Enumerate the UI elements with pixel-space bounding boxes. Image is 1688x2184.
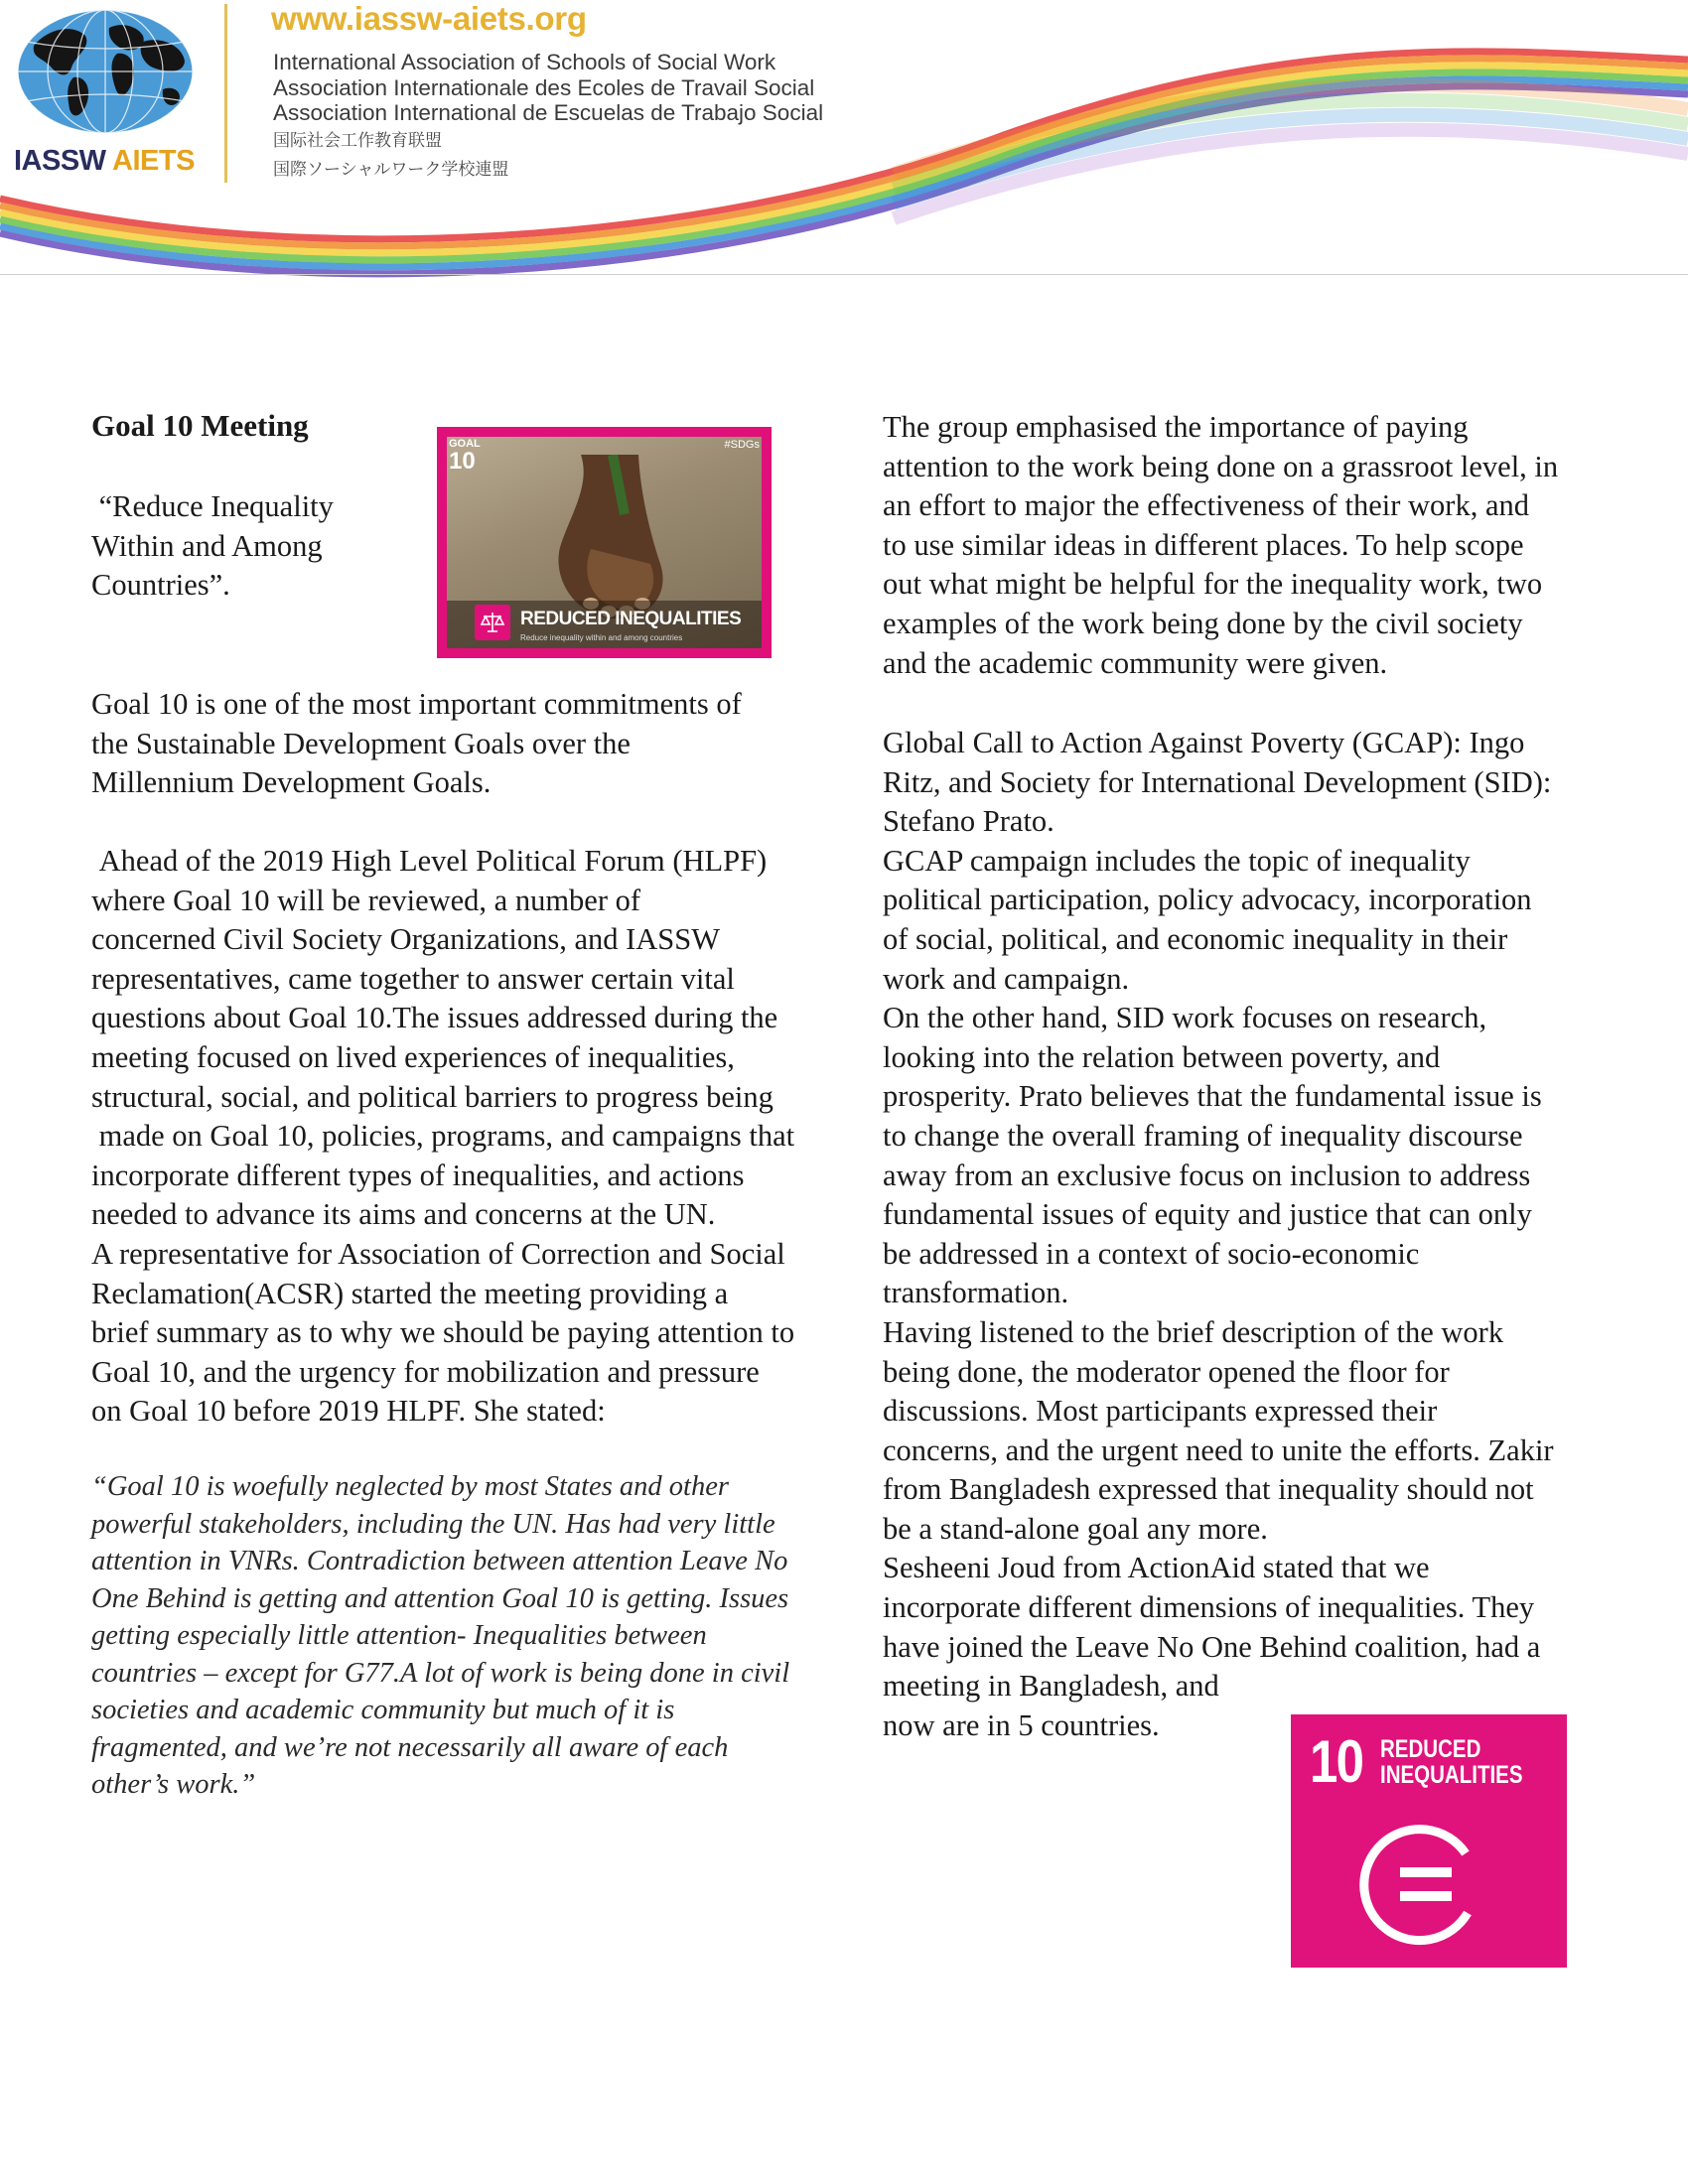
org-name-es: Association International de Escuelas de Trabajo Social bbox=[273, 100, 824, 125]
sdg10-tile bbox=[1291, 1714, 1567, 1968]
paragraph-line: needed to advance its aims and concerns at the UN. bbox=[91, 1197, 716, 1232]
paragraph-line: questions about Goal 10.The issues addressed during the bbox=[91, 1001, 778, 1035]
photo-title: REDUCED INEQUALITIES bbox=[520, 609, 742, 629]
paragraph-line: Goal 10, and the urgency for mobilization and pressure bbox=[91, 1354, 760, 1389]
quote-line: attention in VNRs. Contradiction between attention Leave No bbox=[91, 1546, 788, 1576]
brand-wordmark bbox=[14, 145, 195, 178]
paragraph-line: now are in 5 countries. bbox=[883, 1707, 1160, 1742]
subtitle-line: “Reduce Inequality bbox=[91, 489, 334, 523]
paragraph-line: Reclamation(ACSR) started the meeting providing a bbox=[91, 1276, 729, 1310]
paragraph-line: attention to the work being done on a grassroot level, in bbox=[883, 449, 1559, 483]
hands-image-icon bbox=[521, 455, 710, 623]
quote-line: “Goal 10 is woefully neglected by most States and other bbox=[91, 1471, 729, 1502]
paragraph-line: work and campaign. bbox=[883, 961, 1130, 996]
paragraph-line: concerned Civil Society Organizations, and IASSW bbox=[91, 922, 721, 957]
paragraph-line: The group emphasised the importance of paying bbox=[883, 410, 1469, 444]
quote-line: powerful stakeholders, including the UN. Has had very little bbox=[91, 1508, 775, 1540]
rainbow-swoosh-graphic bbox=[0, 0, 1688, 278]
paragraph-line: out what might be helpful for the inequality work, two bbox=[883, 567, 1543, 602]
org-name-en: International Association of Schools of Social Work bbox=[273, 50, 776, 74]
gcap-sid-paragraph bbox=[883, 724, 1554, 1745]
paragraph-line: representatives, came together to answer certain vital bbox=[91, 961, 735, 996]
grassroot-paragraph bbox=[883, 408, 1558, 683]
paragraph-line: concerns, and the urgent need to unite the efforts. Zakir bbox=[883, 1433, 1554, 1467]
paragraph-line: incorporate different types of inequalities, and actions bbox=[91, 1158, 745, 1192]
meeting-paragraph bbox=[91, 842, 794, 1432]
reduced-inequalities-photo bbox=[437, 427, 772, 658]
paragraph-line: political participation, policy advocacy, incorporation bbox=[883, 883, 1532, 917]
paragraph-line: Millennium Development Goals. bbox=[91, 765, 492, 800]
paragraph-line: made on Goal 10, policies, programs, and campaigns that bbox=[91, 1119, 795, 1154]
website-link[interactable]: www.iassw-aiets.org bbox=[271, 0, 587, 37]
subtitle-line: Within and Among bbox=[91, 528, 323, 563]
photo-goal-word: GOAL bbox=[449, 438, 481, 450]
paragraph-line: prosperity. Prato believes that the fundamental issue is bbox=[883, 1079, 1542, 1114]
paragraph-line: Goal 10 is one of the most important commitments of bbox=[91, 687, 742, 721]
block-quote bbox=[91, 1468, 789, 1804]
quote-line: getting especially little attention- Inequalities between bbox=[91, 1620, 707, 1651]
org-name-zh: 国际社会工作教育联盟 bbox=[273, 130, 442, 150]
quote-line: countries – except for G77.A lot of work is being done in civil bbox=[91, 1657, 790, 1689]
header-rule bbox=[0, 274, 1688, 275]
paragraph-line: transformation. bbox=[883, 1276, 1069, 1310]
paragraph-line: meeting focused on lived experiences of inequalities, bbox=[91, 1039, 735, 1074]
paragraph-line: Having listened to the brief description of the work bbox=[883, 1314, 1504, 1349]
paragraph-line: and the academic community were given. bbox=[883, 645, 1388, 680]
paragraph-line: discussions. Most participants expressed their bbox=[883, 1394, 1438, 1429]
paragraph-line: incorporate different dimensions of inequalities. They bbox=[883, 1590, 1535, 1625]
paragraph-line: GCAP campaign includes the topic of inequality bbox=[883, 843, 1471, 878]
intro-paragraph bbox=[91, 685, 742, 803]
paragraph-line: Stefano Prato. bbox=[883, 804, 1055, 839]
photo-goal-number: 10 bbox=[449, 448, 476, 475]
paragraph-line: looking into the relation between poverty, and bbox=[883, 1039, 1441, 1074]
globe-logo-icon bbox=[14, 6, 197, 137]
paragraph-line: have joined the Leave No One Behind coalition, had a bbox=[883, 1629, 1541, 1664]
quote-line: other’s work.” bbox=[91, 1769, 256, 1800]
quote-line: One Behind is getting and attention Goal 10 is getting. Issues bbox=[91, 1582, 789, 1614]
paragraph-line: On the other hand, SID work focuses on research, bbox=[883, 1001, 1487, 1035]
sdg-number: 10 bbox=[1310, 1728, 1363, 1795]
photo-hashtag: #SDGs bbox=[724, 439, 760, 451]
article-title: Goal 10 Meeting bbox=[91, 408, 309, 443]
quote-line: fragmented, and we’re not necessarily all aware of each bbox=[91, 1731, 729, 1763]
paragraph-line: from Bangladesh expressed that inequality should not bbox=[883, 1472, 1534, 1507]
paragraph-line: being done, the moderator opened the floor for bbox=[883, 1354, 1450, 1389]
paragraph-line: of social, political, and economic inequality in their bbox=[883, 921, 1508, 956]
paragraph-line: where Goal 10 will be reviewed, a number of bbox=[91, 883, 641, 917]
letterhead bbox=[0, 0, 1688, 278]
quote-line: societies and academic community but much of it is bbox=[91, 1695, 675, 1725]
paragraph-line: Ahead of the 2019 High Level Political Forum (HLPF) bbox=[91, 844, 768, 878]
paragraph-line: be addressed in a context of socio-economic bbox=[883, 1236, 1420, 1271]
paragraph-line: Sesheeni Joud from ActionAid stated that we bbox=[883, 1551, 1430, 1585]
sdg-label bbox=[1380, 1736, 1523, 1788]
header-divider bbox=[224, 4, 227, 183]
paragraph-line: Ritz, and Society for International Development (SID): bbox=[883, 764, 1552, 799]
organization-names bbox=[273, 50, 823, 184]
scale-icon bbox=[475, 605, 510, 640]
paragraph-line: be a stand-alone goal any more. bbox=[883, 1511, 1268, 1546]
paragraph-line: to change the overall framing of inequality discourse bbox=[883, 1118, 1523, 1153]
brand-iassw: IASSW bbox=[14, 145, 106, 177]
paragraph-line: an effort to major the effectiveness of their work, and bbox=[883, 488, 1529, 523]
subtitle-line: Countries”. bbox=[91, 568, 230, 603]
paragraph-line: Global Call to Action Against Poverty (GCAP): Ingo bbox=[883, 726, 1525, 759]
photo-caption: Reduce inequality within and among countries bbox=[520, 633, 683, 642]
paragraph-line: to use similar ideas in different places. To help scope bbox=[883, 527, 1524, 562]
equality-icon bbox=[1358, 1816, 1497, 1955]
goal-subtitle bbox=[91, 487, 334, 606]
paragraph-line: on Goal 10 before 2019 HLPF. She stated: bbox=[91, 1394, 606, 1429]
paragraph-line: meeting in Bangladesh, and bbox=[883, 1669, 1219, 1704]
paragraph-line: examples of the work being done by the civil society bbox=[883, 606, 1523, 640]
org-name-fr: Association Internationale des Ecoles de Travail Social bbox=[273, 74, 815, 100]
paragraph-line: A representative for Association of Correction and Social bbox=[91, 1236, 785, 1271]
sdg-label-line1: REDUCED bbox=[1380, 1735, 1481, 1763]
paragraph-line: fundamental issues of equity and justice that can only bbox=[883, 1197, 1532, 1232]
paragraph-line: brief summary as to why we should be paying attention to bbox=[91, 1315, 795, 1350]
paragraph-line: the Sustainable Development Goals over the bbox=[91, 726, 631, 760]
org-name-ja: 国際ソーシャルワーク学校連盟 bbox=[273, 159, 509, 179]
sdg-label-line2: INEQUALITIES bbox=[1380, 1761, 1523, 1789]
paragraph-line: away from an exclusive focus on inclusion to address bbox=[883, 1158, 1531, 1192]
brand-aiets: AIETS bbox=[112, 145, 195, 177]
photo-goal-label bbox=[449, 439, 481, 474]
paragraph-line: structural, social, and political barriers to progress being bbox=[91, 1079, 774, 1114]
